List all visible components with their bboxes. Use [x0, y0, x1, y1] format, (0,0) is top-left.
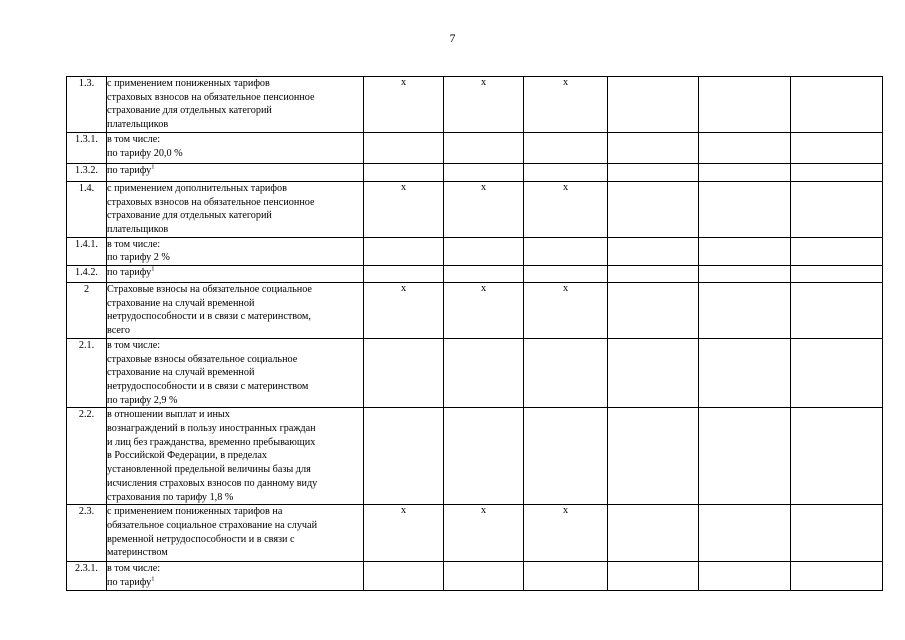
x-mark: x	[480, 181, 487, 193]
value-cell	[524, 266, 608, 283]
row-number: 1.3.	[67, 77, 107, 133]
value-cell	[444, 132, 524, 163]
value-cell	[699, 237, 791, 265]
value-cell	[364, 505, 444, 562]
value-cell	[699, 505, 791, 562]
x-mark: x	[562, 77, 569, 88]
x-mark: x	[400, 181, 407, 193]
value-cell	[791, 237, 883, 265]
value-cell	[364, 77, 444, 133]
footnote-mark: 1	[151, 265, 155, 273]
value-cell	[791, 338, 883, 408]
row-text: в том числе: страховые взносы обязательное социальное страхование на случай временной нетрудоспособности и в связи с материнством по тарифу 2,9 %	[107, 339, 309, 406]
row-text: в том числе: по тарифу 2 %	[107, 238, 170, 264]
row-text: с применением пониженных тарифов страховых взносов на обязательное пенсионное страхование для отдельных категорий плательщиков	[107, 78, 315, 131]
value-cell	[699, 266, 791, 283]
value-cell	[444, 408, 524, 505]
value-cell	[444, 283, 524, 339]
row-number: 2.1.	[67, 338, 107, 408]
row-description	[107, 181, 364, 237]
value-cell	[608, 562, 699, 590]
value-cell	[444, 505, 524, 562]
row-text: в том числе: по тарифу	[107, 563, 161, 588]
value-cell	[699, 163, 791, 181]
value-cell	[608, 338, 699, 408]
x-mark: x	[562, 181, 569, 193]
x-mark: x	[562, 283, 569, 295]
row-number: 1.3.2.	[67, 163, 107, 181]
value-cell	[524, 77, 608, 133]
value-cell	[364, 181, 444, 237]
value-cell	[699, 283, 791, 339]
value-cell	[524, 181, 608, 237]
value-cell	[608, 181, 699, 237]
value-cell	[791, 562, 883, 590]
row-text: с применением пониженных тарифов на обязательное социальное страхование на случай временной нетрудоспособности и в связи с материнством	[107, 506, 318, 559]
row-description	[107, 77, 364, 133]
row-number: 2.3.	[67, 505, 107, 562]
value-cell	[791, 181, 883, 237]
value-cell	[699, 408, 791, 505]
row-description	[107, 505, 364, 562]
footnote-mark: 1	[151, 163, 155, 171]
table-row	[67, 562, 883, 590]
value-cell	[524, 338, 608, 408]
value-cell	[699, 77, 791, 133]
row-number: 1.4.	[67, 181, 107, 237]
row-description	[107, 163, 364, 181]
value-cell	[608, 408, 699, 505]
x-mark: x	[400, 505, 407, 517]
value-cell	[444, 77, 524, 133]
value-cell	[444, 237, 524, 265]
value-cell	[444, 338, 524, 408]
value-cell	[364, 283, 444, 339]
table-row	[67, 266, 883, 283]
table-row	[67, 163, 883, 181]
x-mark: x	[400, 283, 407, 295]
value-cell	[608, 132, 699, 163]
row-text: в том числе: по тарифу 20,0 %	[107, 133, 183, 159]
value-cell	[608, 237, 699, 265]
x-mark: x	[480, 77, 487, 88]
row-description	[107, 237, 364, 265]
table-row	[67, 181, 883, 237]
table-row	[67, 283, 883, 339]
table-row	[67, 237, 883, 265]
x-mark: x	[400, 77, 407, 88]
row-description	[107, 338, 364, 408]
table-row	[67, 132, 883, 163]
value-cell	[699, 562, 791, 590]
row-description	[107, 266, 364, 283]
value-cell	[791, 408, 883, 505]
footnote-mark: 1	[151, 575, 155, 583]
value-cell	[791, 163, 883, 181]
value-cell	[364, 338, 444, 408]
value-cell	[364, 266, 444, 283]
table-row	[67, 338, 883, 408]
row-description	[107, 283, 364, 339]
value-cell	[791, 505, 883, 562]
x-mark: x	[480, 283, 487, 295]
row-number: 1.4.2.	[67, 266, 107, 283]
value-cell	[791, 132, 883, 163]
row-text: по тарифу	[107, 267, 152, 279]
row-text: с применением дополнительных тарифов страховых взносов на обязательное пенсионное страхование для отдельных категорий плательщиков	[107, 182, 315, 235]
row-number: 2.2.	[67, 408, 107, 505]
row-text: по тарифу	[107, 164, 152, 176]
row-text: Страховые взносы на обязательное социальное страхование на случай временной нетрудоспособности и в связи с материнством, всего	[107, 284, 312, 337]
value-cell	[364, 132, 444, 163]
value-cell	[791, 77, 883, 133]
row-number: 1.3.1.	[67, 132, 107, 163]
row-number: 2	[67, 283, 107, 339]
x-mark: x	[480, 505, 487, 517]
value-cell	[608, 163, 699, 181]
table-row	[67, 77, 883, 133]
value-cell	[791, 266, 883, 283]
row-description	[107, 562, 364, 590]
value-cell	[699, 181, 791, 237]
value-cell	[364, 163, 444, 181]
table-row	[67, 408, 883, 505]
value-cell	[608, 283, 699, 339]
row-number: 2.3.1.	[67, 562, 107, 590]
value-cell	[444, 562, 524, 590]
value-cell	[444, 181, 524, 237]
value-cell	[524, 163, 608, 181]
row-number: 1.4.1.	[67, 237, 107, 265]
value-cell	[699, 338, 791, 408]
value-cell	[608, 266, 699, 283]
page-number: 7	[449, 31, 456, 45]
value-cell	[608, 77, 699, 133]
value-cell	[699, 132, 791, 163]
value-cell	[444, 163, 524, 181]
table-row	[67, 505, 883, 562]
value-cell	[364, 408, 444, 505]
value-cell	[364, 237, 444, 265]
value-cell	[364, 562, 444, 590]
value-cell	[444, 266, 524, 283]
value-cell	[524, 237, 608, 265]
row-description	[107, 408, 364, 505]
report-table	[66, 76, 883, 591]
value-cell	[791, 283, 883, 339]
row-description	[107, 132, 364, 163]
row-text: в отношении выплат и иных вознаграждений в пользу иностранных граждан и лиц без гражданства, временно пребывающих в Российской Федерации, в пределах установленной предельной величины базы для исчисления страховых взносов по данному виду страхования по тарифу 1,8 %	[107, 409, 318, 503]
value-cell	[608, 505, 699, 562]
value-cell	[524, 132, 608, 163]
value-cell	[524, 283, 608, 339]
value-cell	[524, 562, 608, 590]
value-cell	[524, 408, 608, 505]
value-cell	[524, 505, 608, 562]
x-mark: x	[562, 505, 569, 517]
